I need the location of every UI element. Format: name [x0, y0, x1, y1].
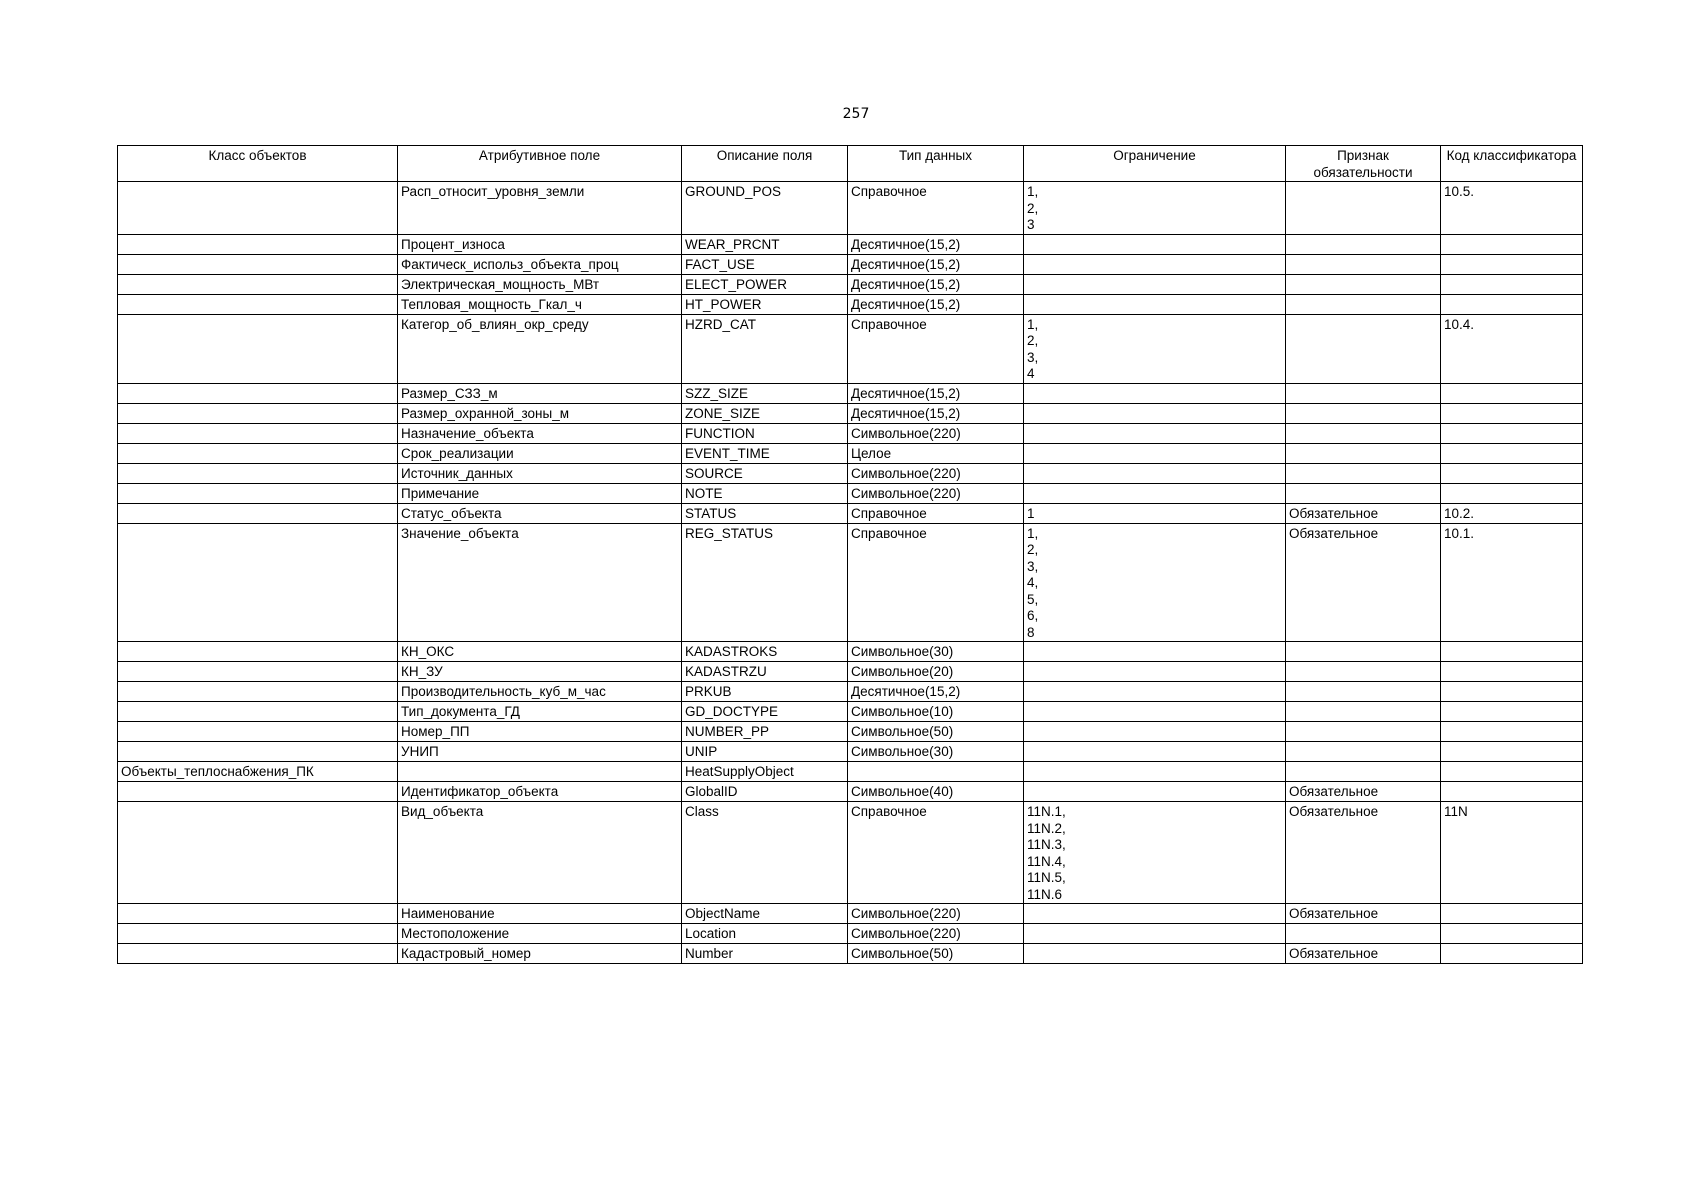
cell-mandatory-flag — [1286, 483, 1441, 503]
table-row — [118, 403, 1583, 423]
cell-attribute-field: Статус_объекта — [398, 503, 682, 523]
table-row — [118, 274, 1583, 294]
cell-constraint — [1024, 463, 1286, 483]
header-classifier-code: Код классификатора — [1441, 146, 1583, 182]
cell-classifier-code — [1441, 782, 1583, 802]
cell-data-type: Символьное(220) — [848, 904, 1024, 924]
cell-object-class — [118, 802, 398, 904]
cell-attribute-field — [398, 762, 682, 782]
table-row — [118, 182, 1583, 235]
cell-data-type: Справочное — [848, 182, 1024, 235]
cell-constraint: 1, 2, 3, 4 — [1024, 314, 1286, 383]
cell-field-description: FACT_USE — [682, 254, 848, 274]
cell-mandatory-flag: Обязательное — [1286, 523, 1441, 642]
cell-mandatory-flag — [1286, 403, 1441, 423]
attribute-table — [117, 145, 1583, 964]
cell-mandatory-flag — [1286, 294, 1441, 314]
cell-classifier-code — [1441, 294, 1583, 314]
cell-classifier-code: 10.5. — [1441, 182, 1583, 235]
cell-object-class — [118, 314, 398, 383]
cell-field-description: SOURCE — [682, 463, 848, 483]
cell-attribute-field: Срок_реализации — [398, 443, 682, 463]
cell-classifier-code — [1441, 254, 1583, 274]
cell-data-type: Справочное — [848, 523, 1024, 642]
cell-constraint — [1024, 782, 1286, 802]
cell-mandatory-flag: Обязательное — [1286, 503, 1441, 523]
cell-field-description: ObjectName — [682, 904, 848, 924]
cell-attribute-field: Размер_охранной_зоны_м — [398, 403, 682, 423]
cell-attribute-field: Кадастровый_номер — [398, 944, 682, 964]
table-row — [118, 682, 1583, 702]
cell-constraint — [1024, 904, 1286, 924]
header-data-type: Тип данных — [848, 146, 1024, 182]
header-mandatory-flag: Признак обязательности — [1286, 146, 1441, 182]
cell-data-type: Десятичное(15,2) — [848, 403, 1024, 423]
cell-object-class: Объекты_теплоснабжения_ПК — [118, 762, 398, 782]
cell-field-description: GD_DOCTYPE — [682, 702, 848, 722]
cell-classifier-code — [1441, 904, 1583, 924]
cell-field-description: KADASTRZU — [682, 662, 848, 682]
cell-field-description: NUMBER_PP — [682, 722, 848, 742]
cell-constraint: 11N.1, 11N.2, 11N.3, 11N.4, 11N.5, 11N.6 — [1024, 802, 1286, 904]
cell-field-description: Class — [682, 802, 848, 904]
table-row — [118, 662, 1583, 682]
cell-classifier-code — [1441, 642, 1583, 662]
table-row — [118, 443, 1583, 463]
cell-constraint — [1024, 274, 1286, 294]
cell-attribute-field: Значение_объекта — [398, 523, 682, 642]
cell-object-class — [118, 234, 398, 254]
cell-constraint — [1024, 254, 1286, 274]
cell-classifier-code — [1441, 742, 1583, 762]
cell-mandatory-flag — [1286, 924, 1441, 944]
cell-field-description: Number — [682, 944, 848, 964]
header-attribute-field: Атрибутивное поле — [398, 146, 682, 182]
cell-field-description: PRKUB — [682, 682, 848, 702]
cell-field-description: HZRD_CAT — [682, 314, 848, 383]
cell-attribute-field: Источник_данных — [398, 463, 682, 483]
cell-constraint — [1024, 423, 1286, 443]
cell-mandatory-flag — [1286, 642, 1441, 662]
cell-object-class — [118, 403, 398, 423]
cell-data-type: Десятичное(15,2) — [848, 254, 1024, 274]
cell-attribute-field: Процент_износа — [398, 234, 682, 254]
cell-object-class — [118, 274, 398, 294]
cell-classifier-code — [1441, 443, 1583, 463]
cell-data-type: Справочное — [848, 503, 1024, 523]
cell-object-class — [118, 523, 398, 642]
cell-mandatory-flag: Обязательное — [1286, 782, 1441, 802]
cell-classifier-code — [1441, 722, 1583, 742]
cell-mandatory-flag — [1286, 423, 1441, 443]
cell-field-description: FUNCTION — [682, 423, 848, 443]
table-row — [118, 742, 1583, 762]
cell-constraint: 1 — [1024, 503, 1286, 523]
cell-mandatory-flag — [1286, 702, 1441, 722]
cell-mandatory-flag — [1286, 742, 1441, 762]
cell-constraint — [1024, 403, 1286, 423]
cell-attribute-field: Идентификатор_объекта — [398, 782, 682, 802]
cell-field-description: Location — [682, 924, 848, 944]
cell-object-class — [118, 662, 398, 682]
cell-constraint — [1024, 294, 1286, 314]
cell-data-type: Десятичное(15,2) — [848, 294, 1024, 314]
cell-constraint — [1024, 924, 1286, 944]
cell-attribute-field: Фактическ_использ_объекта_проц — [398, 254, 682, 274]
cell-classifier-code — [1441, 944, 1583, 964]
cell-constraint — [1024, 722, 1286, 742]
cell-object-class — [118, 182, 398, 235]
table-row — [118, 483, 1583, 503]
table-row — [118, 904, 1583, 924]
cell-constraint — [1024, 642, 1286, 662]
page-number: 257 — [842, 106, 870, 122]
cell-field-description: REG_STATUS — [682, 523, 848, 642]
table-body — [118, 182, 1583, 964]
header-field-description: Описание поля — [682, 146, 848, 182]
cell-classifier-code — [1441, 403, 1583, 423]
cell-classifier-code — [1441, 274, 1583, 294]
cell-data-type: Символьное(220) — [848, 483, 1024, 503]
cell-attribute-field: УНИП — [398, 742, 682, 762]
cell-constraint — [1024, 662, 1286, 682]
cell-object-class — [118, 503, 398, 523]
cell-data-type: Символьное(30) — [848, 742, 1024, 762]
cell-mandatory-flag — [1286, 254, 1441, 274]
table-row — [118, 924, 1583, 944]
cell-mandatory-flag — [1286, 722, 1441, 742]
cell-object-class — [118, 904, 398, 924]
cell-attribute-field: Расп_относит_уровня_земли — [398, 182, 682, 235]
cell-data-type: Десятичное(15,2) — [848, 234, 1024, 254]
cell-mandatory-flag — [1286, 274, 1441, 294]
cell-classifier-code — [1441, 383, 1583, 403]
cell-object-class — [118, 742, 398, 762]
cell-mandatory-flag — [1286, 314, 1441, 383]
cell-object-class — [118, 702, 398, 722]
table-row — [118, 254, 1583, 274]
cell-object-class — [118, 924, 398, 944]
cell-classifier-code — [1441, 234, 1583, 254]
cell-data-type: Десятичное(15,2) — [848, 383, 1024, 403]
cell-field-description: HeatSupplyObject — [682, 762, 848, 782]
cell-attribute-field: Размер_СЗЗ_м — [398, 383, 682, 403]
cell-object-class — [118, 383, 398, 403]
header-constraint: Ограничение — [1024, 146, 1286, 182]
table-header-row — [118, 146, 1583, 182]
cell-object-class — [118, 722, 398, 742]
cell-classifier-code: 11N — [1441, 802, 1583, 904]
cell-field-description: EVENT_TIME — [682, 443, 848, 463]
cell-attribute-field: Тип_документа_ГД — [398, 702, 682, 722]
cell-constraint: 1, 2, 3 — [1024, 182, 1286, 235]
cell-object-class — [118, 423, 398, 443]
cell-data-type: Символьное(30) — [848, 642, 1024, 662]
cell-object-class — [118, 443, 398, 463]
table-row — [118, 702, 1583, 722]
cell-attribute-field: Производительность_куб_м_час — [398, 682, 682, 702]
cell-constraint — [1024, 234, 1286, 254]
cell-mandatory-flag: Обязательное — [1286, 944, 1441, 964]
table-row — [118, 523, 1583, 642]
table-row — [118, 423, 1583, 443]
cell-mandatory-flag — [1286, 662, 1441, 682]
cell-constraint — [1024, 682, 1286, 702]
cell-constraint — [1024, 742, 1286, 762]
header-object-class: Класс объектов — [118, 146, 398, 182]
cell-data-type: Справочное — [848, 802, 1024, 904]
cell-attribute-field: Примечание — [398, 483, 682, 503]
cell-field-description: STATUS — [682, 503, 848, 523]
table-row — [118, 314, 1583, 383]
cell-object-class — [118, 944, 398, 964]
cell-data-type — [848, 762, 1024, 782]
cell-classifier-code — [1441, 463, 1583, 483]
cell-field-description: SZZ_SIZE — [682, 383, 848, 403]
cell-classifier-code — [1441, 924, 1583, 944]
cell-mandatory-flag — [1286, 682, 1441, 702]
cell-object-class — [118, 483, 398, 503]
cell-data-type: Символьное(220) — [848, 423, 1024, 443]
cell-attribute-field: КН_ЗУ — [398, 662, 682, 682]
cell-field-description: GlobalID — [682, 782, 848, 802]
cell-object-class — [118, 294, 398, 314]
table-row — [118, 234, 1583, 254]
cell-data-type: Символьное(10) — [848, 702, 1024, 722]
cell-classifier-code — [1441, 662, 1583, 682]
cell-mandatory-flag: Обязательное — [1286, 802, 1441, 904]
cell-classifier-code — [1441, 483, 1583, 503]
cell-mandatory-flag — [1286, 182, 1441, 235]
cell-object-class — [118, 642, 398, 662]
table-row — [118, 722, 1583, 742]
cell-field-description: ELECT_POWER — [682, 274, 848, 294]
cell-field-description: WEAR_PRCNT — [682, 234, 848, 254]
table-row — [118, 762, 1583, 782]
cell-data-type: Символьное(220) — [848, 463, 1024, 483]
cell-mandatory-flag — [1286, 383, 1441, 403]
cell-constraint — [1024, 383, 1286, 403]
cell-attribute-field: Электрическая_мощность_МВт — [398, 274, 682, 294]
cell-object-class — [118, 682, 398, 702]
table-row — [118, 642, 1583, 662]
cell-object-class — [118, 463, 398, 483]
table-row — [118, 463, 1583, 483]
cell-attribute-field: Вид_объекта — [398, 802, 682, 904]
cell-mandatory-flag — [1286, 762, 1441, 782]
cell-constraint — [1024, 483, 1286, 503]
table-row — [118, 944, 1583, 964]
cell-constraint — [1024, 702, 1286, 722]
table-row — [118, 782, 1583, 802]
cell-field-description: ZONE_SIZE — [682, 403, 848, 423]
table-row — [118, 294, 1583, 314]
cell-mandatory-flag — [1286, 463, 1441, 483]
cell-field-description: UNIP — [682, 742, 848, 762]
cell-field-description: NOTE — [682, 483, 848, 503]
cell-data-type: Символьное(20) — [848, 662, 1024, 682]
cell-attribute-field: Номер_ПП — [398, 722, 682, 742]
cell-field-description: HT_POWER — [682, 294, 848, 314]
cell-attribute-field: Наименование — [398, 904, 682, 924]
cell-attribute-field: Категор_об_влиян_окр_среду — [398, 314, 682, 383]
cell-attribute-field: Назначение_объекта — [398, 423, 682, 443]
cell-mandatory-flag — [1286, 443, 1441, 463]
cell-data-type: Символьное(220) — [848, 924, 1024, 944]
cell-field-description: GROUND_POS — [682, 182, 848, 235]
table-row — [118, 383, 1583, 403]
cell-field-description: KADASTROKS — [682, 642, 848, 662]
cell-data-type: Десятичное(15,2) — [848, 274, 1024, 294]
cell-constraint: 1, 2, 3, 4, 5, 6, 8 — [1024, 523, 1286, 642]
cell-attribute-field: КН_ОКС — [398, 642, 682, 662]
cell-classifier-code — [1441, 702, 1583, 722]
cell-data-type: Символьное(50) — [848, 944, 1024, 964]
cell-classifier-code — [1441, 682, 1583, 702]
cell-attribute-field: Тепловая_мощность_Гкал_ч — [398, 294, 682, 314]
cell-classifier-code: 10.1. — [1441, 523, 1583, 642]
cell-object-class — [118, 254, 398, 274]
cell-classifier-code: 10.2. — [1441, 503, 1583, 523]
cell-classifier-code — [1441, 762, 1583, 782]
cell-classifier-code: 10.4. — [1441, 314, 1583, 383]
cell-data-type: Справочное — [848, 314, 1024, 383]
cell-classifier-code — [1441, 423, 1583, 443]
cell-mandatory-flag — [1286, 234, 1441, 254]
cell-attribute-field: Местоположение — [398, 924, 682, 944]
cell-constraint — [1024, 944, 1286, 964]
table-row — [118, 503, 1583, 523]
cell-data-type: Символьное(50) — [848, 722, 1024, 742]
cell-data-type: Десятичное(15,2) — [848, 682, 1024, 702]
table-row — [118, 802, 1583, 904]
cell-data-type: Целое — [848, 443, 1024, 463]
cell-constraint — [1024, 762, 1286, 782]
cell-data-type: Символьное(40) — [848, 782, 1024, 802]
cell-object-class — [118, 782, 398, 802]
cell-mandatory-flag: Обязательное — [1286, 904, 1441, 924]
cell-constraint — [1024, 443, 1286, 463]
